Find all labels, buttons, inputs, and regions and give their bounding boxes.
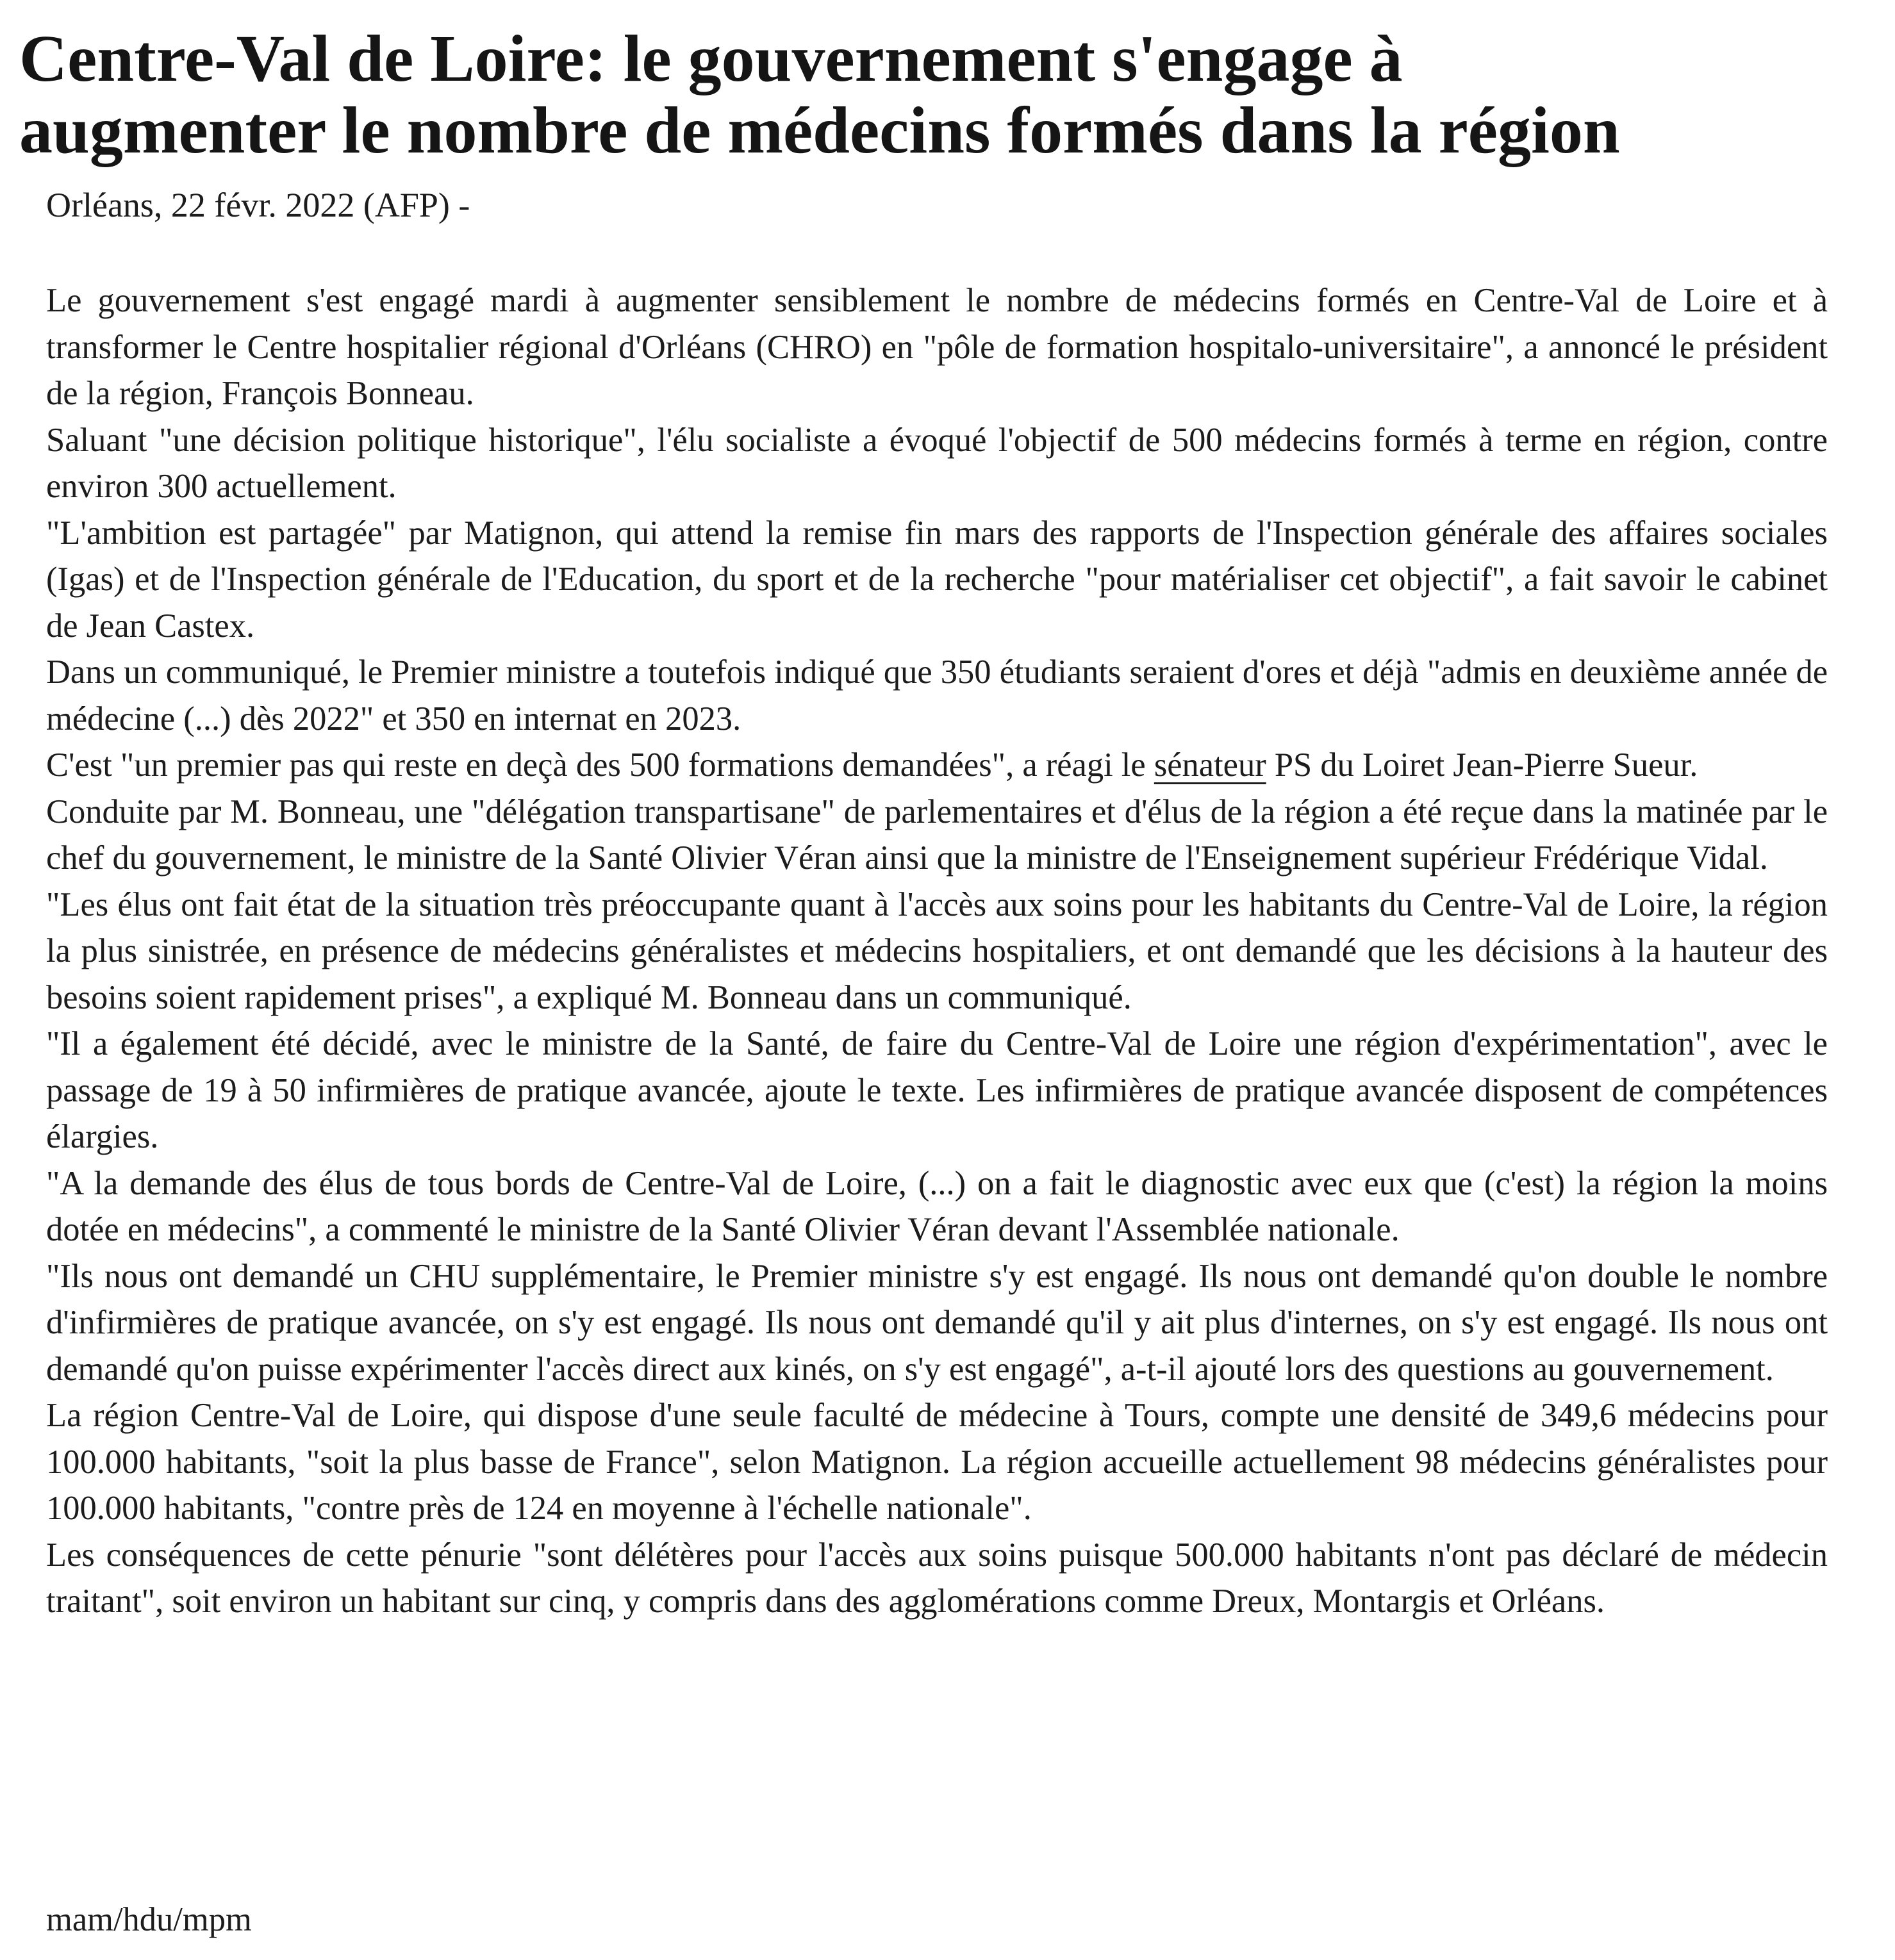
headline-line-2: augmenter le nombre de médecins formés dans la région [19,94,1620,167]
paragraph-5-text-before: C'est "un premier pas qui reste en deçà des 500 formations demandées", a réagi le [46,746,1154,784]
underlined-word-senateur: sénateur [1154,746,1266,784]
article-body [46,277,1828,1625]
paragraph-6: Conduite par M. Bonneau, une "délégation transpartisane" de parlementaires et d'élus de la région a été reçue dans la matinée par le chef du gouvernement, le ministre de la Santé Olivier Véran ainsi que la ministre de l'Enseignement supérieur Frédérique Vidal. [46,793,1828,877]
paragraph-7: "Les élus ont fait état de la situation très préoccupante quant à l'accès aux soins pour les habitants du Centre-Val de Loire, la région la plus sinistrée, en présence de médecins généralistes et médecins hospitaliers, et ont demandé que les décisions à la hauteur des besoins soient rapidement prises", a expliqué M. Bonneau dans un communiqué. [46,885,1828,1016]
paragraph-3: "L'ambition est partagée" par Matignon, qui attend la remise fin mars des rapports de l'Inspection générale des affaires sociales (Igas) et de l'Inspection générale de l'Education, du sport et de la recherche "pour matérialiser cet objectif", a fait savoir le cabinet de Jean Castex. [46,514,1828,645]
paragraph-12: Les conséquences de cette pénurie "sont délétères pour l'accès aux soins puisque 500.000 habitants n'ont pas déclaré de médecin traitant", soit environ un habitant sur cinq, y compris dans des agglomérations comme Dreux, Montargis et Orléans. [46,1536,1828,1620]
paragraph-4: Dans un communiqué, le Premier ministre a toutefois indiqué que 350 étudiants seraient d'ores et déjà "admis en deuxième année de médecine (...) dès 2022" et 350 en internat en 2023. [46,654,1828,737]
paragraph-11: La région Centre-Val de Loire, qui dispose d'une seule faculté de médecine à Tours, compte une densité de 349,6 médecins pour 100.000 habitants, "soit la plus basse de France", selon Matignon. La région accueille actuellement 98 médecins généralistes pour 100.000 habitants, "contre près de 124 en moyenne à l'échelle nationale". [46,1397,1828,1527]
paragraph-2: Saluant "une décision politique historique", l'élu socialiste a évoqué l'objectif de 500 médecins formés à terme en région, contre environ 300 actuellement. [46,421,1828,505]
article-dateline: Orléans, 22 févr. 2022 (AFP) - [46,186,470,224]
article-headline [19,23,1865,167]
paragraph-10: "Ils nous ont demandé un CHU supplémentaire, le Premier ministre s'y est engagé. Ils nous ont demandé qu'on double le nombre d'infirmières de pratique avancée, on s'y est engagé. Ils nous ont demandé qu'il y ait plus d'internes, on s'y est engagé. Ils nous ont demandé qu'on puisse expérimenter l'accès direct aux kinés, on s'y est engagé", a-t-il ajouté lors des questions au gouvernement. [46,1257,1828,1388]
paragraph-5 [46,742,1828,789]
paragraph-9: "A la demande des élus de tous bords de Centre-Val de Loire, (...) on a fait le diagnostic avec eux que (c'est) la région la moins dotée en médecins", a commenté le ministre de la Santé Olivier Véran devant l'Assemblée nationale. [46,1164,1828,1248]
headline-line-1: Centre-Val de Loire: le gouvernement s'engage à [19,22,1403,95]
article-signature: mam/hdu/mpm [46,1901,252,1938]
paragraph-5-text-after: PS du Loiret Jean-Pierre Sueur. [1266,746,1698,784]
paragraph-1: Le gouvernement s'est engagé mardi à augmenter sensiblement le nombre de médecins formés en Centre-Val de Loire et à transformer le Centre hospitalier régional d'Orléans (CHRO) en "pôle de formation hospitalo-universitaire", a annoncé le président de la région, François Bonneau. [46,282,1828,412]
paragraph-8: "Il a également été décidé, avec le ministre de la Santé, de faire du Centre-Val de Loire une région d'expérimentation", avec le passage de 19 à 50 infirmières de pratique avancée, ajoute le texte. Les infirmières de pratique avancée disposent de compétences élargies. [46,1025,1828,1155]
